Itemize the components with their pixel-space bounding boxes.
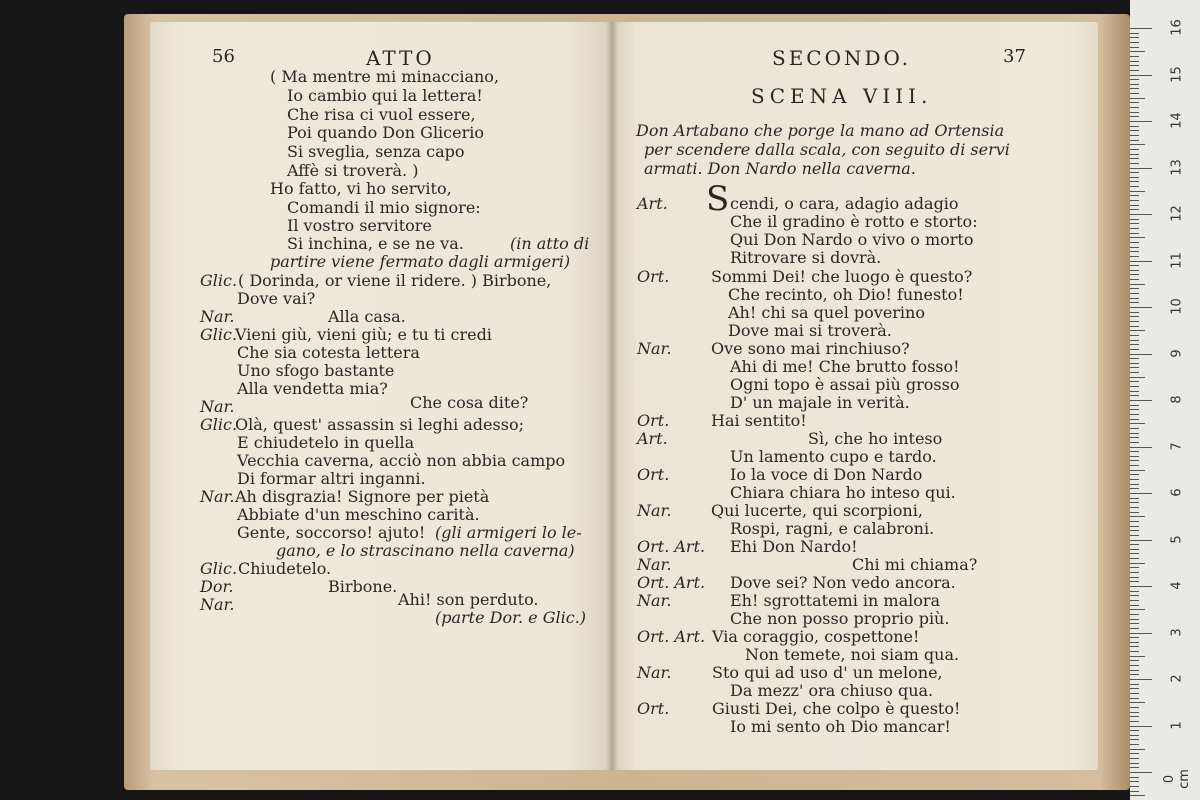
ruler-tick xyxy=(1130,130,1139,131)
ruler-tick xyxy=(1130,298,1139,299)
text-line: Sto qui ad uso d' un melone, xyxy=(712,663,943,682)
ruler-tick xyxy=(1130,502,1139,503)
ruler-tick xyxy=(1130,335,1139,336)
speaker-label: Ort. xyxy=(637,699,670,718)
speaker-label: Art. xyxy=(637,194,668,213)
text-line: E chiudetelo in quella xyxy=(237,433,415,452)
text-line: Di formar altri inganni. xyxy=(237,469,426,488)
ruler-tick xyxy=(1130,739,1139,740)
ruler-tick xyxy=(1130,679,1152,680)
text-line: Alla casa. xyxy=(328,307,406,326)
ruler-label: 2 xyxy=(1169,674,1185,683)
ruler-tick xyxy=(1130,274,1139,275)
ruler-label: 13 xyxy=(1169,158,1185,176)
text-line: Qui lucerte, qui scorpioni, xyxy=(711,501,923,520)
ruler-tick xyxy=(1130,437,1139,438)
ruler-tick xyxy=(1130,251,1139,252)
ruler-tick xyxy=(1130,470,1145,471)
ruler-tick xyxy=(1130,88,1139,89)
ruler-tick xyxy=(1130,619,1139,620)
text-line: Abbiate d'un meschino carità. xyxy=(237,505,480,524)
text-line: Io mi sento oh Dio mancar! xyxy=(730,717,951,736)
ruler-tick xyxy=(1130,535,1139,536)
ruler-tick xyxy=(1130,186,1139,187)
ruler-tick xyxy=(1130,707,1139,708)
ruler-tick xyxy=(1130,586,1152,587)
ruler-tick xyxy=(1130,628,1139,629)
text-line: Sommi Dei! che luogo è questo? xyxy=(711,267,973,286)
ruler-tick xyxy=(1130,237,1145,238)
ruler-tick xyxy=(1130,363,1139,364)
ruler-tick xyxy=(1130,181,1139,182)
ruler-tick xyxy=(1130,112,1139,113)
speaker-label: Ort. Art. xyxy=(637,537,706,556)
ruler-tick xyxy=(1130,256,1139,257)
speaker-label: Nar. xyxy=(200,397,235,416)
ruler-label: 9 xyxy=(1169,348,1185,358)
speaker-label: Ort. xyxy=(637,411,670,430)
ruler-tick xyxy=(1130,168,1152,169)
ruler-tick xyxy=(1130,121,1152,122)
ruler-tick xyxy=(1130,344,1139,345)
speaker-label: Glic. xyxy=(200,271,238,290)
text-line: Ahi di me! Che brutto fosso! xyxy=(730,357,960,376)
text-line: Ehi Don Nardo! xyxy=(730,537,858,556)
ruler-tick xyxy=(1130,349,1139,350)
ruler-tick xyxy=(1130,395,1139,396)
ruler-tick xyxy=(1130,33,1139,34)
ruler-tick xyxy=(1130,191,1145,192)
ruler-tick xyxy=(1130,526,1139,527)
ruler-tick xyxy=(1130,98,1145,99)
speaker-label: Ort. Art. xyxy=(637,573,706,592)
ruler-tick xyxy=(1130,721,1139,722)
text-line: Dove mai si troverà. xyxy=(728,321,892,340)
ruler-tick xyxy=(1130,102,1139,103)
ruler-tick xyxy=(1130,312,1139,313)
text-line: Sì, che ho inteso xyxy=(808,429,943,448)
text-line: Eh! sgrottatemi in malora xyxy=(730,591,941,610)
text-line: Ho fatto, vi ho servito, xyxy=(270,179,452,198)
ruler-tick xyxy=(1130,270,1139,271)
text-line: ( Ma mentre mi minacciano, xyxy=(270,67,500,86)
ruler-label: 11 xyxy=(1169,251,1185,269)
text-line: Che sia cotesta lettera xyxy=(237,343,420,362)
text-line: Gente, soccorso! ajuto! xyxy=(237,523,426,542)
ruler-label: 12 xyxy=(1169,205,1185,222)
text-line: Non temete, noi siam qua. xyxy=(745,645,960,664)
ruler-tick xyxy=(1130,753,1139,754)
ruler-tick xyxy=(1130,330,1145,331)
speaker-label: Dor. xyxy=(200,577,234,596)
text-line: Via coraggio, cospettone! xyxy=(712,627,920,646)
ruler-tick xyxy=(1130,428,1139,429)
speaker-label: Nar. xyxy=(637,555,672,574)
ruler-tick xyxy=(1130,135,1139,136)
ruler-tick xyxy=(1130,698,1139,699)
speaker-label: Ort. xyxy=(637,465,670,484)
ruler-tick xyxy=(1130,767,1139,768)
ruler-tick xyxy=(1130,660,1139,661)
ruler-tick xyxy=(1130,367,1139,368)
ruler-tick xyxy=(1130,377,1145,378)
ruler-tick xyxy=(1130,716,1139,717)
ruler-tick xyxy=(1130,284,1145,285)
ruler-label: 15 xyxy=(1169,65,1185,83)
ruler-tick xyxy=(1130,665,1139,666)
scene-title: SCENA VIII. xyxy=(751,84,933,108)
right-page-header: SECONDO. xyxy=(772,46,912,70)
ruler-tick xyxy=(1130,200,1139,201)
ruler-tick xyxy=(1130,228,1139,229)
ruler-tick xyxy=(1130,149,1139,150)
ruler-tick xyxy=(1130,633,1152,634)
stage-direction: (gli armigeri lo le- xyxy=(435,523,582,542)
ruler-tick xyxy=(1130,507,1139,508)
ruler-tick xyxy=(1130,488,1139,489)
ruler-tick xyxy=(1130,233,1139,234)
ruler-tick xyxy=(1130,223,1139,224)
ruler-tick xyxy=(1130,28,1152,29)
speaker-label: Glic. xyxy=(200,559,238,578)
drop-cap: S xyxy=(706,179,730,219)
ruler-tick xyxy=(1130,581,1139,582)
stage-direction: gano, e lo strascinano nella caverna) xyxy=(276,541,575,560)
text-line: Io la voce di Don Nardo xyxy=(730,465,923,484)
ruler-tick xyxy=(1130,623,1139,624)
ruler-tick xyxy=(1130,316,1139,317)
text-line: Si inchina, e se ne va. xyxy=(287,234,464,253)
speaker-label: Nar. xyxy=(637,339,672,358)
ruler-tick xyxy=(1130,163,1139,164)
ruler-tick xyxy=(1130,247,1139,248)
ruler-tick xyxy=(1130,293,1139,294)
ruler-tick xyxy=(1130,279,1139,280)
ruler-tick xyxy=(1130,261,1152,262)
ruler-tick xyxy=(1130,405,1139,406)
ruler-tick xyxy=(1130,414,1139,415)
text-line: Chiara chiara ho inteso qui. xyxy=(730,483,956,502)
ruler-tick xyxy=(1130,172,1139,173)
ruler-tick xyxy=(1130,572,1139,573)
ruler-tick xyxy=(1130,442,1139,443)
ruler-tick xyxy=(1130,75,1152,76)
ruler-tick xyxy=(1130,84,1139,85)
measuring-ruler xyxy=(1130,0,1200,800)
ruler-tick xyxy=(1130,144,1145,145)
ruler-tick xyxy=(1130,558,1139,559)
ruler-tick xyxy=(1130,786,1139,787)
ruler-tick xyxy=(1130,772,1152,773)
ruler-tick xyxy=(1130,465,1139,466)
text-line: Dove sei? Non vedo ancora. xyxy=(730,573,956,592)
ruler-tick xyxy=(1130,302,1139,303)
ruler-tick xyxy=(1130,591,1139,592)
ruler-tick xyxy=(1130,79,1139,80)
speaker-label: Glic. xyxy=(200,415,238,434)
ruler-tick xyxy=(1130,484,1139,485)
text-line: Un lamento cupo e tardo. xyxy=(730,447,937,466)
speaker-label: Nar. xyxy=(637,501,672,520)
ruler-label: 3 xyxy=(1169,627,1185,637)
ruler-tick xyxy=(1130,614,1139,615)
ruler-tick xyxy=(1130,726,1152,727)
text-line: Rospi, ragni, e calabroni. xyxy=(730,519,935,538)
ruler-tick xyxy=(1130,205,1139,206)
ruler-tick xyxy=(1130,288,1139,289)
ruler-label: 8 xyxy=(1169,395,1185,404)
text-line: Ahi! son perduto. xyxy=(398,590,539,609)
speaker-label: Nar. xyxy=(200,595,235,614)
text-line: Comandi il mio signore: xyxy=(287,198,481,217)
ruler-label: 5 xyxy=(1169,534,1185,544)
ruler-label: 7 xyxy=(1169,441,1185,451)
text-line: Chiudetelo. xyxy=(238,559,332,578)
text-line: Hai sentito! xyxy=(711,411,807,430)
stage-direction: (in atto di xyxy=(510,234,590,253)
speaker-label: Art. xyxy=(637,429,668,448)
ruler-tick xyxy=(1130,400,1152,401)
text-line: Ah disgrazia! Signore per pietà xyxy=(235,487,490,506)
ruler-tick xyxy=(1130,791,1139,792)
ruler-tick xyxy=(1130,419,1139,420)
text-line: Giusti Dei, che colpo è questo! xyxy=(712,699,961,718)
ruler-tick xyxy=(1130,693,1139,694)
ruler-tick xyxy=(1130,567,1139,568)
text-line: Ritrovare si dovrà. xyxy=(730,248,882,267)
ruler-tick xyxy=(1130,219,1139,220)
text-line: D' un majale in verità. xyxy=(730,393,910,412)
ruler-tick xyxy=(1130,51,1145,52)
ruler-tick xyxy=(1130,651,1139,652)
book-gutter xyxy=(606,22,618,770)
ruler-tick xyxy=(1130,642,1139,643)
ruler-tick xyxy=(1130,600,1139,601)
ruler-tick xyxy=(1130,65,1139,66)
ruler-tick xyxy=(1130,460,1139,461)
ruler-tick xyxy=(1130,521,1139,522)
ruler-tick xyxy=(1130,307,1152,308)
ruler-label: 0 cm xyxy=(1162,769,1192,789)
ruler-tick xyxy=(1130,530,1139,531)
ruler-tick xyxy=(1130,474,1139,475)
ruler-tick xyxy=(1130,409,1139,410)
ruler-tick xyxy=(1130,749,1145,750)
ruler-tick xyxy=(1130,479,1139,480)
text-line: Dove vai? xyxy=(237,289,316,308)
ruler-tick xyxy=(1130,209,1139,210)
ruler-tick xyxy=(1130,688,1139,689)
ruler-tick xyxy=(1130,372,1139,373)
ruler-tick xyxy=(1130,516,1145,517)
text-line: Che non posso proprio più. xyxy=(730,609,950,628)
ruler-tick xyxy=(1130,605,1139,606)
ruler-tick xyxy=(1130,781,1139,782)
ruler-tick xyxy=(1130,447,1152,448)
speaker-label: Ort. Art. xyxy=(637,627,706,646)
stage-direction: (parte Dor. e Glic.) xyxy=(435,608,587,627)
text-line: Che il gradino è rotto e storto: xyxy=(730,212,978,231)
ruler-tick xyxy=(1130,553,1139,554)
ruler-tick xyxy=(1130,563,1145,564)
ruler-tick xyxy=(1130,795,1145,796)
text-line: Ah! chi sa quel poverino xyxy=(728,303,925,322)
ruler-tick xyxy=(1130,158,1139,159)
ruler-tick xyxy=(1130,154,1139,155)
text-line: Che recinto, oh Dio! funesto! xyxy=(728,285,964,304)
stage-direction: partire viene fermato dagli armigeri) xyxy=(270,252,571,271)
text-line: Birbone. xyxy=(328,577,398,596)
left-page-header: ATTO xyxy=(366,46,435,70)
ruler-tick xyxy=(1130,214,1152,215)
text-line: Qui Don Nardo o vivo o morto xyxy=(730,230,974,249)
speaker-label: Nar. xyxy=(200,307,235,326)
text-line: ( Dorinda, or viene il ridere. ) Birbone, xyxy=(238,271,552,290)
speaker-label: Nar. xyxy=(637,663,672,682)
text-line: Da mezz' ora chiuso qua. xyxy=(730,681,934,700)
ruler-tick xyxy=(1130,326,1139,327)
ruler-tick xyxy=(1130,242,1139,243)
ruler-tick xyxy=(1130,354,1152,355)
ruler-tick xyxy=(1130,140,1139,141)
ruler-label: 16 xyxy=(1169,19,1185,36)
ruler-tick xyxy=(1130,381,1139,382)
ruler-tick xyxy=(1130,712,1139,713)
ruler-label: 1 xyxy=(1169,720,1185,730)
left-page-number: 56 xyxy=(212,46,235,67)
ruler-tick xyxy=(1130,56,1139,57)
ruler-tick xyxy=(1130,670,1139,671)
ruler-tick xyxy=(1130,577,1139,578)
ruler-tick xyxy=(1130,730,1139,731)
ruler-tick xyxy=(1130,37,1139,38)
ruler-tick xyxy=(1130,195,1139,196)
ruler-tick xyxy=(1130,674,1139,675)
text-line: Vecchia caverna, acciò non abbia campo xyxy=(237,451,566,470)
ruler-tick xyxy=(1130,358,1139,359)
text-line: Olà, quest' assassin si leghi adesso; xyxy=(235,415,524,434)
ruler-tick xyxy=(1130,777,1139,778)
ruler-tick xyxy=(1130,544,1139,545)
ruler-tick xyxy=(1130,47,1139,48)
right-page-number: 37 xyxy=(1003,46,1026,67)
ruler-tick xyxy=(1130,340,1139,341)
text-line: Poi quando Don Glicerio xyxy=(287,123,484,142)
text-line: Uno sfogo bastante xyxy=(237,361,395,380)
ruler-tick xyxy=(1130,735,1139,736)
text-line: Affè si troverà. ) xyxy=(287,161,419,180)
text-line: Chi mi chiama? xyxy=(852,555,978,574)
ruler-label: 14 xyxy=(1169,112,1185,129)
ruler-tick xyxy=(1130,116,1139,117)
ruler-tick xyxy=(1130,391,1139,392)
stage-direction: Don Artabano che porge la mano ad Ortensia xyxy=(636,121,1005,140)
ruler-tick xyxy=(1130,423,1145,424)
ruler-tick xyxy=(1130,70,1139,71)
ruler-tick xyxy=(1130,126,1139,127)
ruler-tick xyxy=(1130,177,1139,178)
ruler-tick xyxy=(1130,321,1139,322)
ruler-tick xyxy=(1130,702,1145,703)
ruler-tick xyxy=(1130,646,1139,647)
ruler-tick xyxy=(1130,512,1139,513)
ruler-tick xyxy=(1130,42,1139,43)
ruler-tick xyxy=(1130,763,1139,764)
ruler-tick xyxy=(1130,265,1139,266)
ruler-tick xyxy=(1130,456,1139,457)
ruler-tick xyxy=(1130,684,1139,685)
ruler-tick xyxy=(1130,609,1145,610)
ruler-tick xyxy=(1130,493,1152,494)
ruler-tick xyxy=(1130,758,1139,759)
text-line: cendi, o cara, adagio adagio xyxy=(730,194,959,213)
text-line: Vieni giù, vieni giù; e tu ti credi xyxy=(235,325,492,344)
ruler-tick xyxy=(1130,433,1139,434)
text-line: Ove sono mai rinchiuso? xyxy=(711,339,910,358)
ruler-tick xyxy=(1130,386,1139,387)
text-line: Si sveglia, senza capo xyxy=(287,142,465,161)
ruler-tick xyxy=(1130,549,1139,550)
speaker-label: Ort. xyxy=(637,267,670,286)
ruler-tick xyxy=(1130,498,1139,499)
speaker-label: Nar. xyxy=(200,487,235,506)
text-line: Ogni topo è assai più grosso xyxy=(730,375,960,394)
text-line: Io cambio qui la lettera! xyxy=(287,86,483,105)
text-line: Che cosa dite? xyxy=(410,393,529,412)
ruler-tick xyxy=(1130,451,1139,452)
ruler-tick xyxy=(1130,61,1139,62)
ruler-tick xyxy=(1130,595,1139,596)
text-line: Alla vendetta mia? xyxy=(237,379,388,398)
ruler-tick xyxy=(1130,656,1145,657)
ruler-tick xyxy=(1130,107,1139,108)
stage-direction: per scendere dalla scala, con seguito di servi xyxy=(644,140,1010,159)
ruler-tick xyxy=(1130,637,1139,638)
ruler-tick xyxy=(1130,540,1152,541)
ruler-label: 4 xyxy=(1169,581,1185,590)
stage-direction: armati. Don Nardo nella caverna. xyxy=(644,159,916,178)
ruler-tick xyxy=(1130,744,1139,745)
ruler-label: 6 xyxy=(1169,488,1185,497)
speaker-label: Nar. xyxy=(637,591,672,610)
text-line: Che risa ci vuol essere, xyxy=(287,105,476,124)
text-line: Il vostro servitore xyxy=(287,216,432,235)
ruler-tick xyxy=(1130,93,1139,94)
ruler-label: 10 xyxy=(1169,298,1185,315)
speaker-label: Glic. xyxy=(200,325,238,344)
